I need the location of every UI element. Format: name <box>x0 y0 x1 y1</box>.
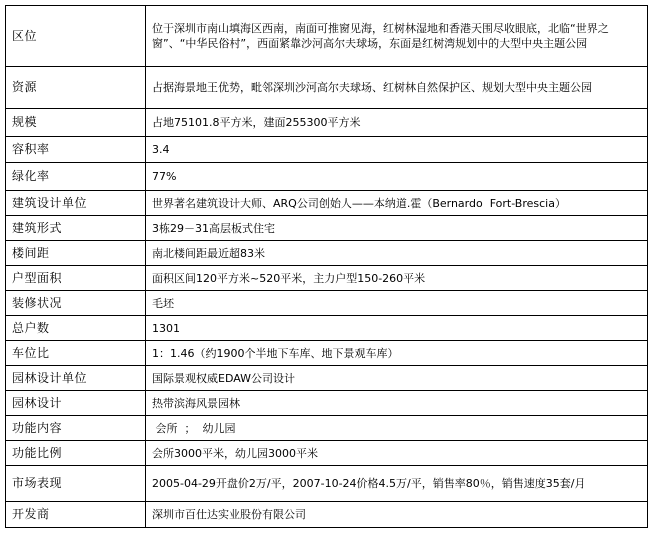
row-label-resources: 资源 <box>6 67 146 109</box>
row-value-architect: 世界著名建筑设计大师、ARQ公司创始人——本纳道.霍（Bernardo Fort-Brescia） <box>146 191 648 216</box>
row-value-building-form: 3栋29－31高层板式住宅 <box>146 216 648 241</box>
row-value-decoration: 毛坯 <box>146 291 648 316</box>
row-value-total-units: 1301 <box>146 316 648 341</box>
table-row <box>6 466 648 502</box>
row-value-plot-ratio: 3.4 <box>146 137 648 163</box>
row-label-market-performance: 市场表现 <box>6 466 146 502</box>
row-value-functions: 会所 ； 幼儿园 <box>146 416 648 441</box>
table-row <box>6 137 648 163</box>
row-value-unit-area: 面积区间120平方米~520平米，主力户型150-260平米 <box>146 266 648 291</box>
table-row <box>6 341 648 366</box>
table-row <box>6 391 648 416</box>
row-label-total-units: 总户数 <box>6 316 146 341</box>
row-value-landscape-designer: 国际景观权威EDAW公司设计 <box>146 366 648 391</box>
row-label-scale: 规模 <box>6 109 146 137</box>
table-row <box>6 241 648 266</box>
row-label-plot-ratio: 容积率 <box>6 137 146 163</box>
row-label-green-rate: 绿化率 <box>6 163 146 191</box>
row-label-building-form: 建筑形式 <box>6 216 146 241</box>
row-value-scale: 占地75101.8平方米，建面255300平方米 <box>146 109 648 137</box>
table-row <box>6 216 648 241</box>
table-row <box>6 109 648 137</box>
table-row <box>6 163 648 191</box>
table-row <box>6 191 648 216</box>
row-label-architect: 建筑设计单位 <box>6 191 146 216</box>
row-value-resources: 占据海景地王优势，毗邻深圳沙河高尔夫球场、红树林自然保护区、规划大型中央主题公园 <box>146 67 648 109</box>
table-row <box>6 266 648 291</box>
row-label-location: 区位 <box>6 6 146 67</box>
row-value-function-ratio: 会所3000平米，幼儿园3000平米 <box>146 441 648 466</box>
row-label-functions: 功能内容 <box>6 416 146 441</box>
table-row <box>6 316 648 341</box>
table-row <box>6 416 648 441</box>
project-info-table <box>5 5 648 528</box>
row-label-landscape-designer: 园林设计单位 <box>6 366 146 391</box>
table-row <box>6 366 648 391</box>
row-label-function-ratio: 功能比例 <box>6 441 146 466</box>
row-value-developer: 深圳市百仕达实业股份有限公司 <box>146 502 648 528</box>
row-label-unit-area: 户型面积 <box>6 266 146 291</box>
row-value-building-spacing: 南北楼间距最近超83米 <box>146 241 648 266</box>
row-value-landscape-design: 热带滨海风景园林 <box>146 391 648 416</box>
row-value-market-performance: 2005-04-29开盘价2万/平，2007-10-24价格4.5万/平，销售率80％，销售速度35套/月 <box>146 466 648 502</box>
row-value-green-rate: 77% <box>146 163 648 191</box>
table-row <box>6 67 648 109</box>
row-value-parking-ratio: 1：1.46（约1900个半地下车库、地下景观车库） <box>146 341 648 366</box>
table-row <box>6 502 648 528</box>
table-row <box>6 441 648 466</box>
row-value-location: 位于深圳市南山填海区西南，南面可推窗见海，红树林湿地和香港天围尽收眼底，北临“世界之窗”、“中华民俗村”，西面紧靠沙河高尔夫球场，东面是红树湾规划中的大型中央主题公园 <box>146 6 648 67</box>
row-label-parking-ratio: 车位比 <box>6 341 146 366</box>
row-label-building-spacing: 楼间距 <box>6 241 146 266</box>
table-row <box>6 6 648 67</box>
table-row <box>6 291 648 316</box>
row-label-landscape-design: 园林设计 <box>6 391 146 416</box>
row-label-developer: 开发商 <box>6 502 146 528</box>
row-label-decoration: 装修状况 <box>6 291 146 316</box>
